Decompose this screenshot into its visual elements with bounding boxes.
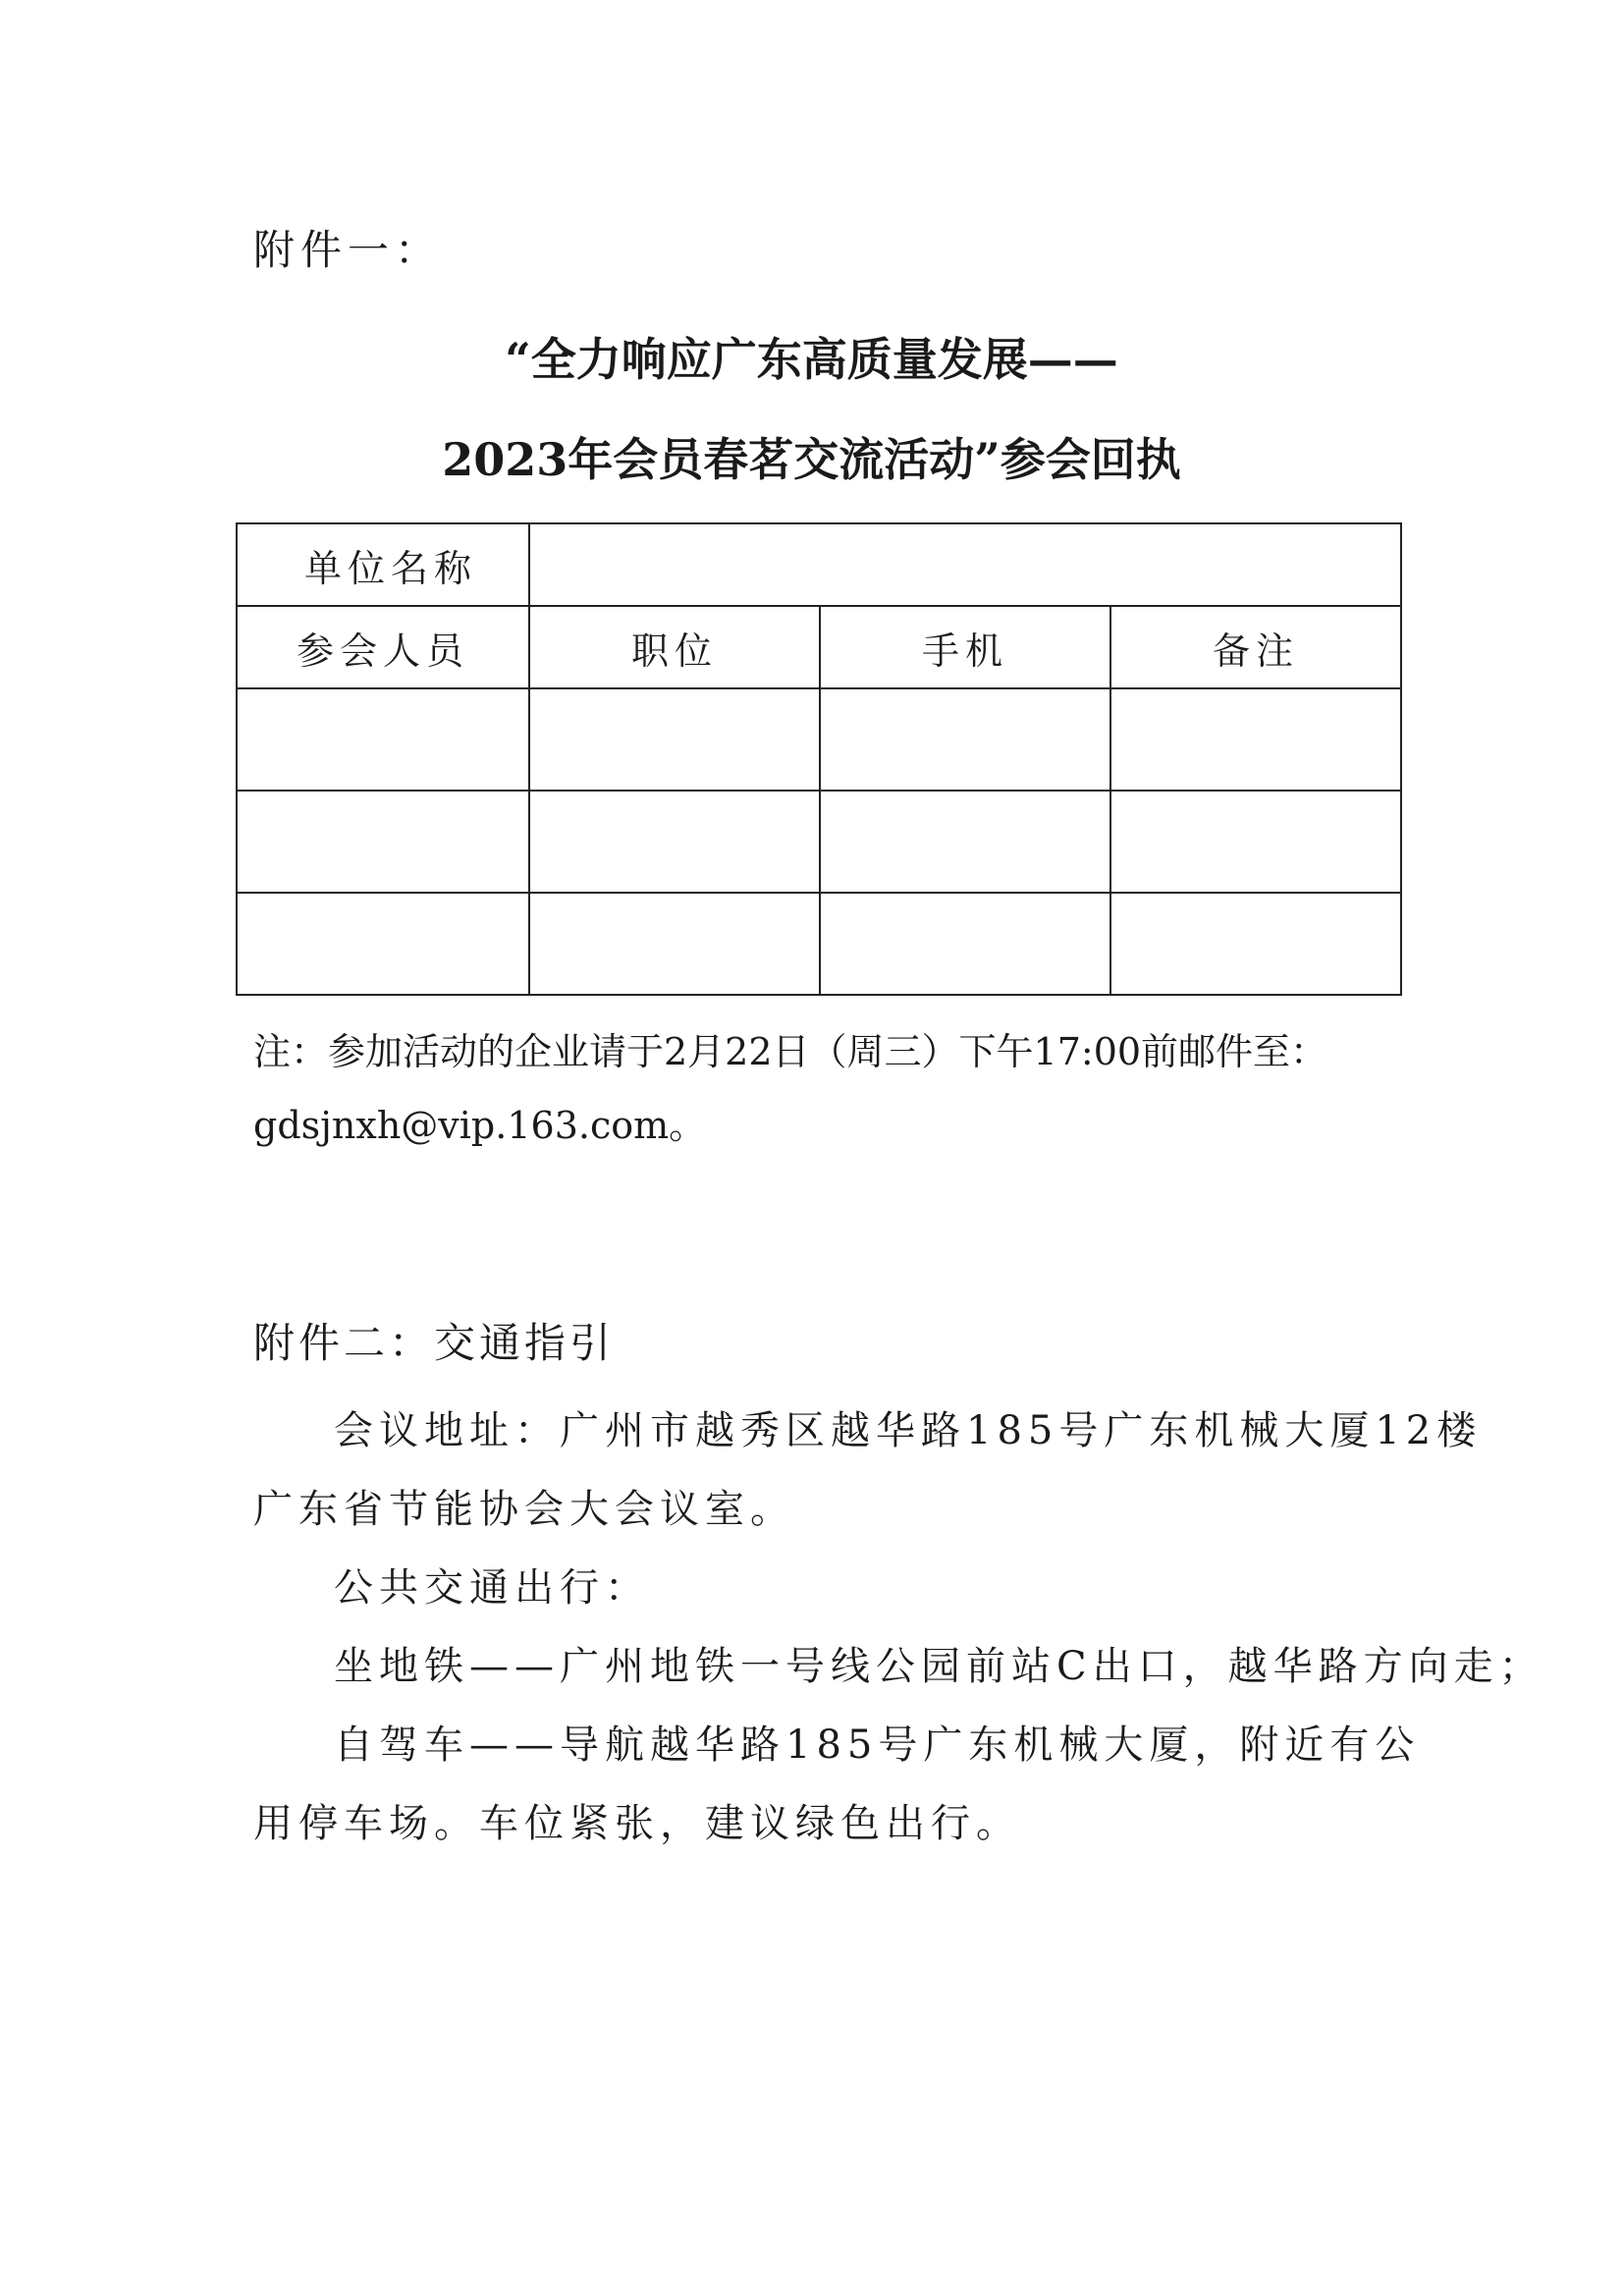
table-cell[interactable] [237,893,529,995]
page-title-line2: 2023年会员春茗交流活动”参会回执 [442,433,1181,486]
attachment2-label: 附件二：交通指引 [253,1319,616,1367]
deadline-note: 注：参加活动的企业请于2月22日（周三）下午17:00前邮件至： [253,1030,1328,1073]
table-cell[interactable] [820,893,1110,995]
drive-directions-line1: 自驾车——导航越华路185号广东机械大厦，附近有公 [334,1722,1421,1768]
table-cell[interactable] [1110,791,1401,893]
page-title-line1: “全力响应广东高质量发展—— [505,333,1118,386]
table-cell[interactable] [237,688,529,791]
column-header-attendee: 参会人员 [237,606,529,688]
table-row [237,791,1401,893]
drive-directions-line2: 用停车场。车位紧张，建议绿色出行。 [253,1801,1021,1846]
table-cell[interactable] [529,893,820,995]
attachment1-label: 附件一： [253,226,443,274]
address-line1: 会议地址：广州市越秀区越华路185号广东机械大厦12楼 [334,1408,1483,1453]
transit-heading: 公共交通出行： [334,1565,650,1611]
address-line2: 广东省节能协会大会议室。 [253,1487,795,1532]
unit-row [237,523,1401,606]
table-cell[interactable] [529,791,820,893]
table-row [237,688,1401,791]
table-cell[interactable] [820,791,1110,893]
table-cell[interactable] [820,688,1110,791]
registration-form-table [236,522,1402,996]
contact-email: gdsjnxh@vip.163.com。 [253,1104,707,1147]
table-cell[interactable] [529,688,820,791]
table-header-row [237,606,1401,688]
unit-value-cell[interactable] [529,523,1401,606]
table-cell[interactable] [1110,688,1401,791]
metro-directions: 坐地铁——广州地铁一号线公园前站C出口，越华路方向走； [334,1644,1544,1689]
table-row [237,893,1401,995]
column-header-remarks: 备注 [1110,606,1401,688]
table-cell[interactable] [1110,893,1401,995]
column-header-phone: 手机 [820,606,1110,688]
column-header-position: 职位 [529,606,820,688]
table-cell[interactable] [237,791,529,893]
unit-label: 单位名称 [237,523,529,606]
